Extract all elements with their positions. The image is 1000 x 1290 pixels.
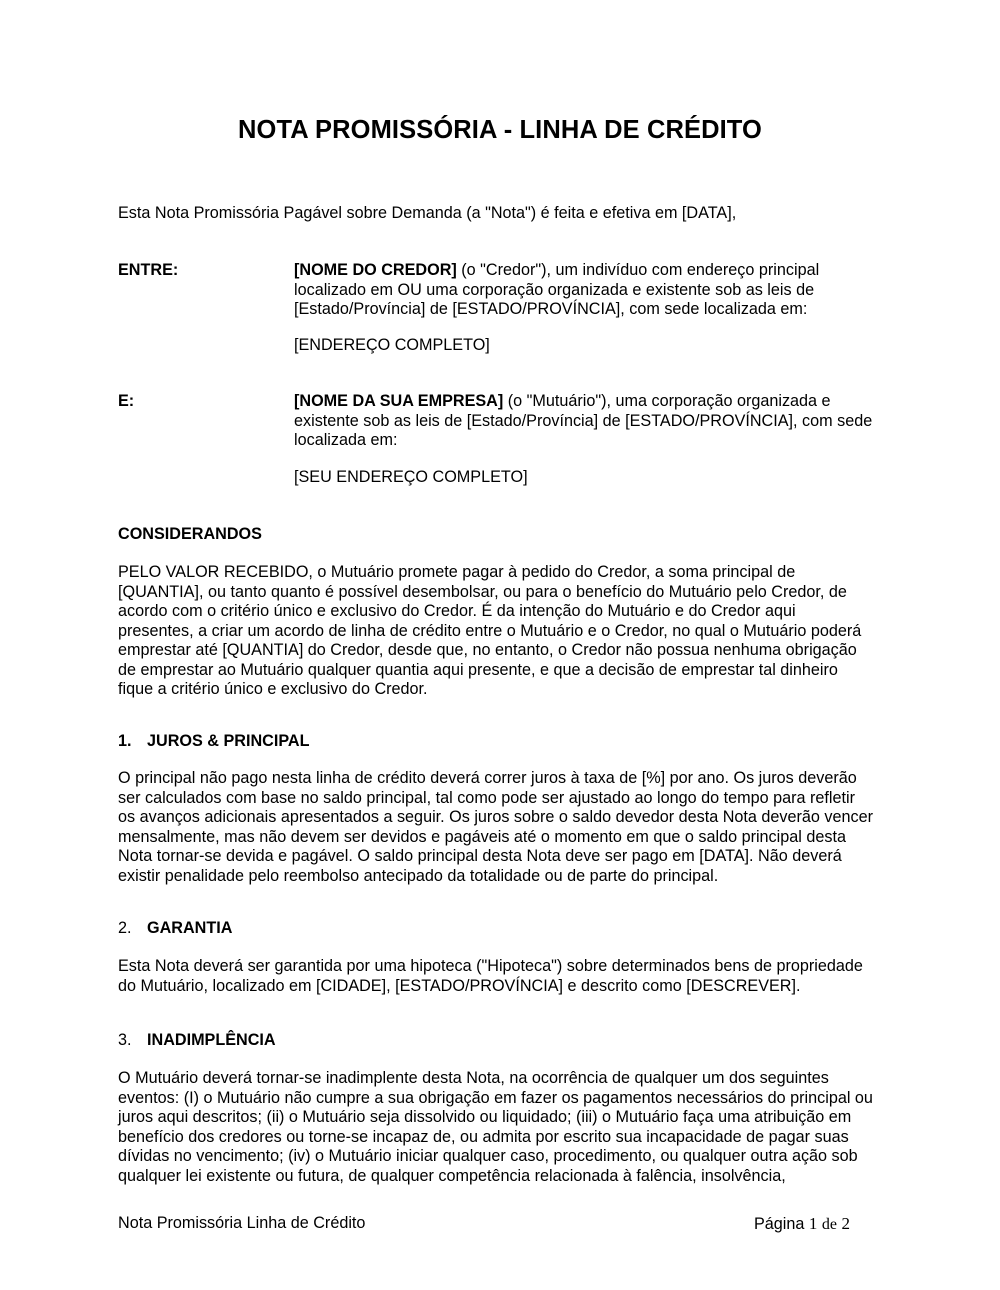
section-title: INADIMPLÊNCIA [147,1031,276,1049]
paragraph-line: benefício dos credores ou torne-se incapaz de, ou admita por escrito sua incapacidade de pagar suas [118,1127,849,1146]
paragraph-line: presentes, a criar um acordo de linha de crédito entre o Mutuário e o Credor, no qual o Mutuário poderá [118,621,862,640]
footer-page-number [754,1214,850,1234]
paragraph-line: fique a critério único e exclusivo do Credor. [118,680,428,698]
paragraph-line: juros aqui descritos; (ii) o Mutuário seja dissolvido ou liquidado; (iii) o Mutuário faça uma atribuição em [118,1108,852,1126]
footer-page-label: Página [753,1215,805,1233]
section-heading-garantia [118,919,232,938]
section-number: 2. [118,919,132,937]
section-heading-juros [118,732,310,751]
paragraph-line: eventos: (I) o Mutuário não cumpre a sua obrigação em fazer os pagamentos necessários do principal ou [118,1088,873,1107]
party-label-e: E: [118,392,135,410]
intro-paragraph: Esta Nota Promissória Pagável sobre Demanda (a "Nota") é feita e efetiva em [DATA], [118,204,737,222]
section-title: GARANTIA [147,919,233,937]
party-line: (o "Credor"), um indivíduo com endereço principal [456,261,820,279]
paragraph-line: de emprestar ao Mutuário qualquer quantia aqui presente, e que a decisão de emprestar tal dinheiro [118,660,838,679]
party-label-entre: ENTRE: [118,261,179,279]
footer-current-page: 1 [808,1214,818,1233]
document-title: NOTA PROMISSÓRIA - LINHA DE CRÉDITO [238,116,762,144]
footer-of-label: de [821,1216,837,1233]
party-name-credor: [NOME DO CREDOR] [294,261,457,279]
paragraph-line: O Mutuário deverá tornar-se inadimplente desta Nota, na ocorrência de qualquer um dos seguintes [118,1069,829,1087]
section-number: 1. [118,732,132,750]
paragraph-line: existir penalidade pelo reembolso antecipado da totalidade ou de parte do principal. [118,866,719,885]
paragraph-line: os avanços adicionais apresentados a seguir. Os juros sobre o saldo devedor desta Nota deverão vencer [118,808,873,826]
paragraph-line: O principal não pago nesta linha de crédito deverá correr juros à taxa de [%] por ano. Os juros deverão [118,769,857,787]
party-line: (o "Mutuário"), uma corporação organizada e [503,392,831,410]
considerandos-paragraph [118,563,888,700]
party-description-credor [294,261,894,320]
paragraph-line: qualquer lei existente ou futura, de qualquer competência relacionada à falência, insolvência, [118,1166,786,1185]
paragraph-line: mensalmente, mas não devem ser devidos e pagáveis até o momento em que o saldo principal desta [118,827,846,846]
considerandos-heading: CONSIDERANDOS [118,525,262,543]
section-heading-inadimplencia [118,1031,276,1050]
paragraph-line: ser calculados com base no saldo principal, tal como pode ser ajustado ao longo do tempo para refletir [118,788,855,807]
paragraph-line: emprestar até [QUANTIA] do Credor, desde que, no entanto, o Credor não possua nenhuma obrigação [118,641,857,659]
paragraph-line: [QUANTIA], ou tanto quanto é possível desembolsar, ou para o benefício do Mutuário pelo Credor, de [118,582,847,601]
party-line: localizada em: [294,431,398,449]
party-description-mutuario [294,392,894,451]
party-line: existente sob as leis de [Estado/Província] de [ESTADO/PROVÍNCIA], com sede [294,411,873,430]
party-line: [Estado/Província] de [ESTADO/PROVÍNCIA], com sede localizada em: [294,300,808,318]
section-paragraph-juros [118,769,888,886]
paragraph-line: do Mutuário, localizado em [CIDADE], [ESTADO/PROVÍNCIA] e descrito como [DESCREVER]. [118,976,801,995]
section-paragraph-inadimplencia [118,1069,888,1186]
party-address-mutuario: [SEU ENDEREÇO COMPLETO] [294,468,528,486]
party-line: localizado em OU uma corporação organizada e existente sob as leis de [294,280,815,299]
section-paragraph-garantia [118,957,888,996]
footer-document-name: Nota Promissória Linha de Crédito [118,1214,366,1232]
paragraph-line: PELO VALOR RECEBIDO, o Mutuário promete pagar à pedido do Credor, a soma principal de [118,563,796,581]
party-address-credor: [ENDEREÇO COMPLETO] [294,336,490,354]
paragraph-line: Nota tornar-se devida e pagável. O saldo principal desta Nota deve ser pago em [DATA]. Não deverá [118,847,842,865]
section-number: 3. [118,1031,132,1049]
footer-total-pages: 2 [841,1214,850,1233]
party-name-mutuario: [NOME DA SUA EMPRESA] [294,392,504,410]
paragraph-line: dívidas no vencimento; (iv) o Mutuário iniciar qualquer caso, procedimento, ou qualquer outra ação sob [118,1147,858,1165]
paragraph-line: acordo com o critério único e exclusivo do Credor. É da intenção do Mutuário e do Credor aqui [118,602,796,620]
paragraph-line: Esta Nota deverá ser garantida por uma hipoteca ("Hipoteca") sobre determinados bens de propriedade [118,957,863,975]
section-title: JUROS & PRINCIPAL [147,732,310,750]
